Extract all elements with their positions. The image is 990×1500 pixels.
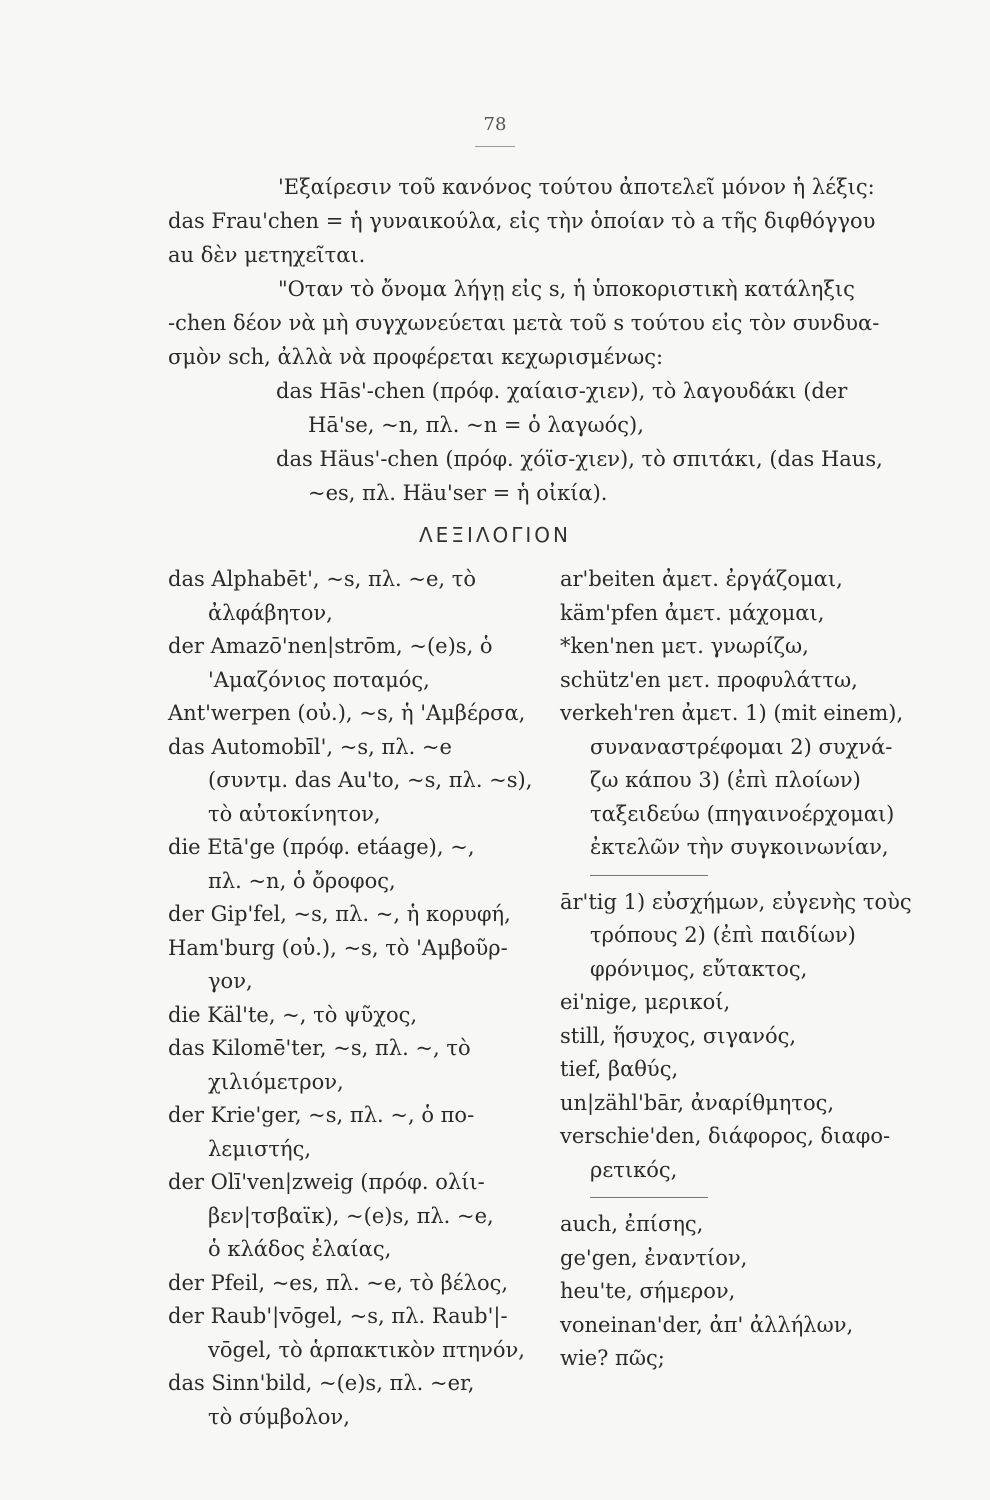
vocab-entry [168, 999, 528, 1033]
intro-p1-line: au δὲν μετηχεῖται. [168, 243, 366, 267]
entry-headword-line: schütz'en μετ. προφυλάττω, [560, 667, 858, 692]
entry-headword-line: der Pfeil, ~es, πλ. ~e, τὸ βέλος, [168, 1270, 509, 1295]
vocab-entry [560, 1120, 910, 1187]
adjectives-group [560, 886, 910, 1188]
vocab-entry [168, 1267, 528, 1301]
intro-p2-line: σμὸν sch, ἀλλὰ νὰ προφέρεται κεχωρισμένως: [168, 345, 664, 369]
entry-headword-line: ār'tig 1) εὐσχήμων, εὐγενὴς τοὺς [560, 889, 912, 914]
intro-text [168, 170, 908, 510]
entry-headword-line: das Kilomē'ter, ~s, πλ. ~, τὸ [168, 1036, 471, 1060]
entry-continuation-line: ζω κάπου 3) (ἐπὶ πλοίων) [590, 768, 861, 792]
entry-continuation-line: συναναστρέφομαι 2) συχνά- [590, 734, 893, 759]
vocab-entry [560, 1208, 910, 1242]
example-line: ~es, πλ. Häu'ser = ἡ οἰκία). [308, 481, 608, 505]
entry-headword-line: tief, βαθύς, [560, 1057, 679, 1081]
entry-headword-line: *ken'nen μετ. γνωρίζω, [560, 634, 809, 658]
entry-headword-line: wie? πῶς; [560, 1346, 665, 1370]
entry-continuation-line: γον, [208, 969, 253, 993]
entry-continuation-line: πλ. ~n, ὁ ὄροφος, [208, 868, 396, 893]
right-vocab-column [560, 563, 910, 1376]
entry-headword-line: un|zähl'bār, ἀναρίθμητος, [560, 1090, 835, 1115]
entry-headword-line: der Krie'ger, ~s, πλ. ~, ὁ πο- [168, 1103, 475, 1127]
entry-continuation-line: λεμιστής, [208, 1136, 312, 1161]
entry-headword-line: Ant'werpen (οὐ.), ~s, ἡ 'Αμβέρσα, [168, 701, 526, 725]
entry-continuation-line: ρετικός, [590, 1157, 678, 1182]
vocab-entry [560, 1242, 910, 1276]
entry-headword-line: ge'gen, ἐναντίον, [560, 1245, 748, 1270]
vocab-entry [168, 697, 528, 731]
vocab-entry [168, 731, 533, 832]
vocab-entry [168, 932, 528, 999]
entry-continuation-line: τὸ σύμβολον, [208, 1404, 350, 1429]
group-divider [590, 875, 708, 876]
vocab-entry [560, 697, 910, 865]
intro-p1-line: das Frau'chen = ἡ γυναικούλα, εἰς τὴν ὁποίαν τὸ a τῆς διφθόγγου [168, 209, 876, 233]
left-vocab-column [168, 563, 533, 1434]
vocab-entry [168, 1166, 528, 1267]
entry-continuation-line: 'Αμαζόνιος ποταμός, [208, 667, 430, 692]
entry-continuation-line: ἐκτελῶν τὴν συγκοινωνίαν, [590, 835, 889, 859]
entry-headword-line: das Sinn'bild, ~(e)s, πλ. ~er, [168, 1371, 475, 1395]
entry-continuation-line: τὸ αὐτοκίνητον, [208, 801, 381, 826]
entry-continuation-line: (συντμ. das Au'to, ~s, πλ. ~s), [208, 768, 533, 792]
entry-headword-line: verschie'den, διάφορος, διαφο- [560, 1124, 891, 1148]
vocab-entry [168, 898, 528, 932]
vocab-entry [560, 1020, 910, 1054]
entry-continuation-line: vōgel, τὸ ἁρπακτικὸν πτηνόν, [208, 1337, 525, 1362]
entry-continuation-line: ὁ κλάδος ἐλαίας, [208, 1237, 392, 1261]
vocabulary-heading: ΛΕΞΙΛΟΓΙΟΝ [418, 523, 572, 547]
entry-headword-line: verkeh'ren ἀμετ. 1) (mit einem), [560, 701, 904, 725]
vocab-entry [168, 630, 528, 697]
entry-headword-line: ar'beiten ἀμετ. ἐργάζομαι, [560, 567, 843, 591]
entry-continuation-line: χιλιόμετρον, [208, 1069, 344, 1094]
intro-p2-line: "Οταν τὸ ὄνομα λήγῃ εἰς s, ἡ ὑποκοριστικὴ κατάληξις [278, 277, 855, 301]
intro-p2-line: -chen δέον νὰ μὴ συγχωνεύεται μετὰ τοῦ s τούτου εἰς τὸν συνδυα- [168, 311, 880, 335]
vocab-entry [560, 1309, 910, 1343]
example-line: Hā'se, ~n, πλ. ~n = ὁ λαγωός), [308, 413, 644, 437]
vocab-entry [560, 986, 910, 1020]
vocab-entry [560, 886, 910, 987]
vocab-entry [560, 1342, 910, 1376]
entry-headword-line: das Alphabēt', ~s, πλ. ~e, τὸ [168, 567, 477, 591]
adverbs-group [560, 1208, 910, 1376]
entry-headword-line: voneinan'der, ἀπ' ἀλλήλων, [560, 1312, 854, 1337]
entry-continuation-line: ἀλφάβητον, [208, 600, 333, 625]
entry-continuation-line: τρόπους 2) (ἐπὶ παιδίων) [590, 923, 856, 947]
entry-headword-line: Ham'burg (οὐ.), ~s, τὸ 'Αμβοῦρ- [168, 935, 508, 960]
vocab-entry [168, 1367, 528, 1434]
entry-headword-line: die Etā'ge (πρόφ. etáage), ~, [168, 835, 475, 859]
vocab-entry [560, 630, 910, 664]
entry-headword-line: der Raub'|vōgel, ~s, πλ. Raub'|- [168, 1304, 508, 1328]
vocab-entry [168, 1300, 528, 1367]
entry-headword-line: heu'te, σήμερον, [560, 1279, 736, 1303]
entry-continuation-line: φρόνιμος, εὔτακτος, [590, 956, 808, 981]
vocab-entry [168, 831, 528, 898]
vocab-entry [560, 1275, 910, 1309]
entry-headword-line: auch, ἐπίσης, [560, 1212, 704, 1236]
vocab-entry [560, 1087, 910, 1121]
vocab-entry [168, 563, 528, 630]
entry-headword-line: der Amazō'nen|strōm, ~(e)s, ὁ [168, 634, 493, 658]
entry-headword-line: der Olī'ven|zweig (πρόφ. ολίι- [168, 1170, 485, 1194]
entry-headword-line: still, ἥσυχος, σιγανός, [560, 1023, 797, 1048]
entry-headword-line: das Automobīl', ~s, πλ. ~e [168, 734, 452, 759]
example-line: das Hās'-chen (πρόφ. χαίαισ-χιεν), τὸ λαγουδάκι (der [276, 379, 848, 403]
vocab-entry [560, 1053, 910, 1087]
intro-p1-line: 'Εξαίρεσιν τοῦ κανόνος τούτου ἀποτελεῖ μόνον ἡ λέξις: [278, 175, 875, 199]
example-line: das Häus'-chen (πρόφ. χόϊσ-χιεν), τὸ σπιτάκι, (das Haus, [276, 447, 883, 471]
entry-continuation-line: ταξειδεύω (πηγαινοέρχομαι) [590, 801, 895, 826]
vocab-entry [168, 1032, 528, 1099]
entry-headword-line: ei'nige, μερικοί, [560, 990, 731, 1014]
vocab-entry [560, 563, 910, 597]
vocab-entry [168, 1099, 528, 1166]
entry-headword-line: käm'pfen ἀμετ. μάχομαι, [560, 600, 825, 625]
vocab-entry [560, 664, 910, 698]
entry-headword-line: die Käl'te, ~, τὸ ψῦχος, [168, 1002, 418, 1027]
page-number-rule [475, 146, 515, 147]
entry-headword-line: der Gip'fel, ~s, πλ. ~, ἡ κορυφή, [168, 902, 511, 926]
vocab-entry [560, 597, 910, 631]
entry-continuation-line: βεν|τσβαϊκ), ~(e)s, πλ. ~e, [208, 1203, 494, 1228]
group-divider [590, 1197, 708, 1198]
verbs-group [560, 563, 910, 865]
page-number: 78 [483, 114, 507, 135]
